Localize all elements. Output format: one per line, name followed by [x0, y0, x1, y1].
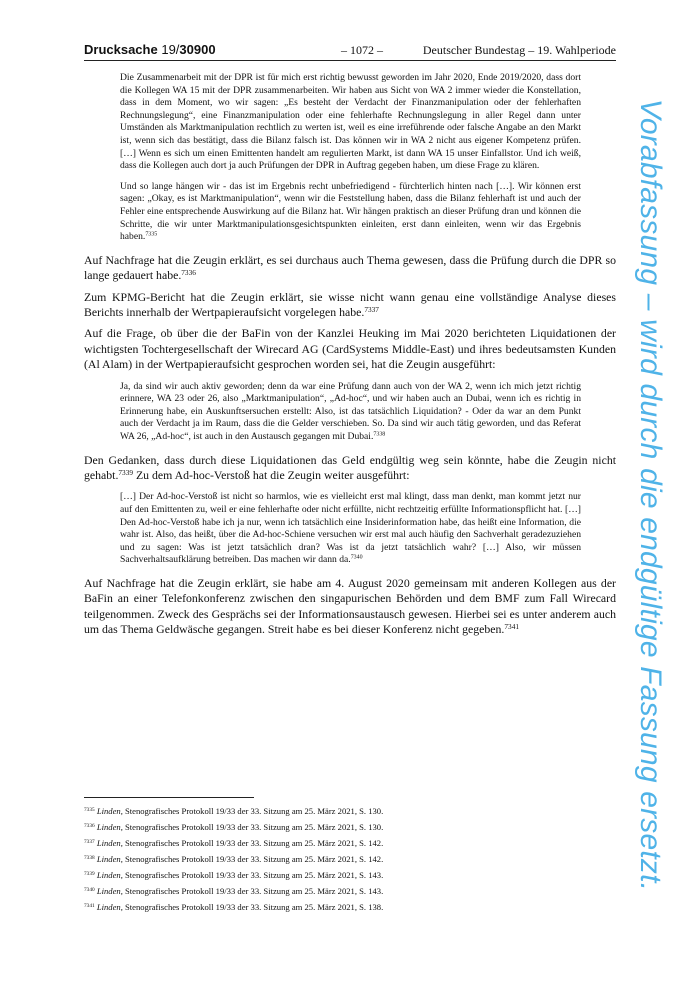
body-paragraph: Auf Nachfrage hat die Zeugin erklärt, es sei durchaus auch Thema gewesen, dass die Prüfung durch die DPR so lange gedauert habe.$^{7336}$ [84, 252, 616, 283]
testimony-quote: […] Der Ad-hoc-Verstoß ist nicht so harmlos, wie es vielleicht erst mal klingt, dass man denkt, man kommt jetzt nur auf den Emittenten zu, weil er eine fehlerhafte oder nicht erfüllte, nicht rechtzeitig erfüllte Informationspflicht hat. […] Den Ad-hoc-Verstoß habe ich ja nur, wenn ich tatsächlich eine Insiderinformation habe, das heißt eine Information, die wahr ist. Also, das heißt, über die Ad-hoc-Schiene versuchen wir erst mal auch häufig den Sachverhalt geradezuziehen und zu sagen: Was ist jetzt tatsächlich dran? Was ist da jetzt tatsächlich wahr? […] Also, wir müssen Sachverhaltsaufklärung betreiben. Das machen wir dann da.$^{7340}$ [120, 491, 581, 566]
footnote: $^{7336}$ Linden, Stenografisches Protokoll 19/33 der 33. Sitzung am 25. März 2021, S. 130. [84, 822, 384, 832]
page-number: – 1072 – [341, 43, 383, 57]
testimony-quote: Ja, da sind wir auch aktiv geworden; denn da war eine Prüfung dann auch von der WA 2, wenn ich mich jetzt richtig erinnere, WA 23 oder 26, also „Marktmanipulation“, „Ad-hoc“, und wir haben auch an Dubai, wenn ich es richtig in Erinnerung habe, ein Auskunftsersuchen erstellt: Also, ist das tatsächlich Liquidation? - Oder da war an dem Punkt auch der Verdacht ja im Raum, dass die die Gelder verschieben. So. Da sind wir auch tätig geworden, und das Referat WA 26, „Ad-hoc“, ist auch in den Austausch gegangen mit Dubai.$^{7338}$ [120, 380, 581, 442]
footnote-ref[interactable]: 7338 [373, 431, 386, 438]
footnote: $^{7339}$ Linden, Stenografisches Protokoll 19/33 der 33. Sitzung am 25. März 2021, S. 143. [84, 870, 384, 880]
body-paragraph: Den Gedanken, dass durch diese Liquidationen das Geld endgültig weg sein könnte, habe die Zeugin nicht gehabt.$^{7339}$ Zu dem Ad-hoc-Verstoß hat die Zeugin weiter ausgeführt: [84, 452, 616, 482]
document-number: Drucksache 19/30900 [84, 42, 216, 57]
footnote: $^{7337}$ Linden, Stenografisches Protokoll 19/33 der 33. Sitzung am 25. März 2021, S. 142. [84, 838, 384, 848]
footnote-ref[interactable]: 7336 [181, 268, 196, 278]
main-text [84, 72, 616, 638]
footnote-ref[interactable]: 7337 [364, 304, 379, 314]
footnote-list [84, 806, 616, 918]
publisher-label: Deutscher Bundestag – 19. Wahlperiode [422, 43, 616, 57]
body-paragraph: Zum KPMG-Bericht hat die Zeugin erklärt, sie wisse nicht wann genau eine vollständige Analyse dieses Berichts innerhalb der Wertpapieraufsicht vorgelegen habe.$^{7337}$ [84, 289, 616, 319]
body-paragraph: Auf die Frage, ob über die der BaFin von der Kanzlei Heuking im Mai 2020 berichteten Liquidationen der wichtigsten Tochtergesellschaft der Wirecard AG (CardSystems Middle-East) und ihres bedeutsamsten Kunden (Al Alam) in der Wertpapieraufsicht gesprochen worden sei, hat die Zeugin ausgeführt: [84, 326, 616, 372]
testimony-quote: Und so lange hängen wir - das ist im Ergebnis recht unbefriedigend - fürchterlich hinten nach […]. Wir können erst sagen: „Okay, es ist Marktmanipulation“, wenn wir die Feststellung haben, dass die Bilanz fehlerhaft ist und auch der Fehler eine entsprechende Auswirkung auf die Bilanz hat. Wir hängen praktisch an dieser Prüfung dran und können die Schritte, die wir unter Marktmanipulationsgesichtspunkten einleiten, erst dann einleiten, wenn wir das Ergebnis haben.$^{7335}$ [120, 180, 581, 243]
footnote-ref[interactable]: 7335 [145, 231, 158, 238]
footnote-ref[interactable]: 7339 [118, 467, 133, 477]
footnote-ref[interactable]: 7340 [350, 555, 363, 562]
footnote: $^{7340}$ Linden, Stenografisches Protokoll 19/33 der 33. Sitzung am 25. März 2021, S. 143. [84, 886, 384, 896]
footnote-divider [84, 797, 254, 798]
footnote-ref[interactable]: 7341 [504, 622, 519, 632]
footnote: $^{7341}$ Linden, Stenografisches Protokoll 19/33 der 33. Sitzung am 25. März 2021, S. 138. [84, 902, 384, 912]
footnote: $^{7338}$ Linden, Stenografisches Protokoll 19/33 der 33. Sitzung am 25. März 2021, S. 142. [84, 854, 384, 864]
testimony-quote: Die Zusammenarbeit mit der DPR ist für mich erst richtig bewusst geworden im Jahr 2020, Ende 2019/2020, dass dort die Kollegen WA 15 mit der DPR zusammenarbeiten. Wir haben aus Sicht von WA 2 immer wieder die Konstellation, dass in dem Moment, wo wir sagen: „Es besteht der Verdacht der Finanzmanipulation oder der fehlerhaften Rechnungslegung“, eine Finanzmanipulation oder eine fehlerhafte Rechnungslegung in aller Regel dann unter Umständen als Marktmanipulation rechtlich zu werten ist, weil es eine irreführende oder falsche Angabe an den Markt ist, wenn sich das bestätigt, dass die Bilanz falsch ist. Das können wir in WA 2 nicht aus eigener Kompetenz prüfen. […] Wenn es sich um einen Emittenten handelt am regulierten Markt, ist dann WA 15 unser Einfallstor. Und ich weiß, dass die Kollegen auch dort ja auch Prüfungen der DPR in Auftrag gegeben haben, um diese Frage zu klären. [120, 72, 581, 172]
draft-watermark: Vorabfassung – wird durch die endgültige Fassung ersetzt. [634, 98, 667, 892]
footnote: $^{7335}$ Linden, Stenografisches Protokoll 19/33 der 33. Sitzung am 25. März 2021, S. 130. [84, 806, 384, 816]
page-header [84, 40, 616, 61]
body-paragraph: Auf Nachfrage hat die Zeugin erklärt, sie habe am 4. August 2020 gemeinsam mit anderen Kollegen aus der BaFin an einer Telefonkonferenz zwischen den singapurischen Behörden und dem BMF zum Fall Wirecard teilgenommen. Zweck des Gesprächs sei der Informationsaustausch gewesen. Hierbei sei es unter anderem auch um das Thema Geldwäsche gegangen. Streit habe es bei dieser Konferenz nicht gegeben.$^{7341}$ [84, 575, 616, 637]
